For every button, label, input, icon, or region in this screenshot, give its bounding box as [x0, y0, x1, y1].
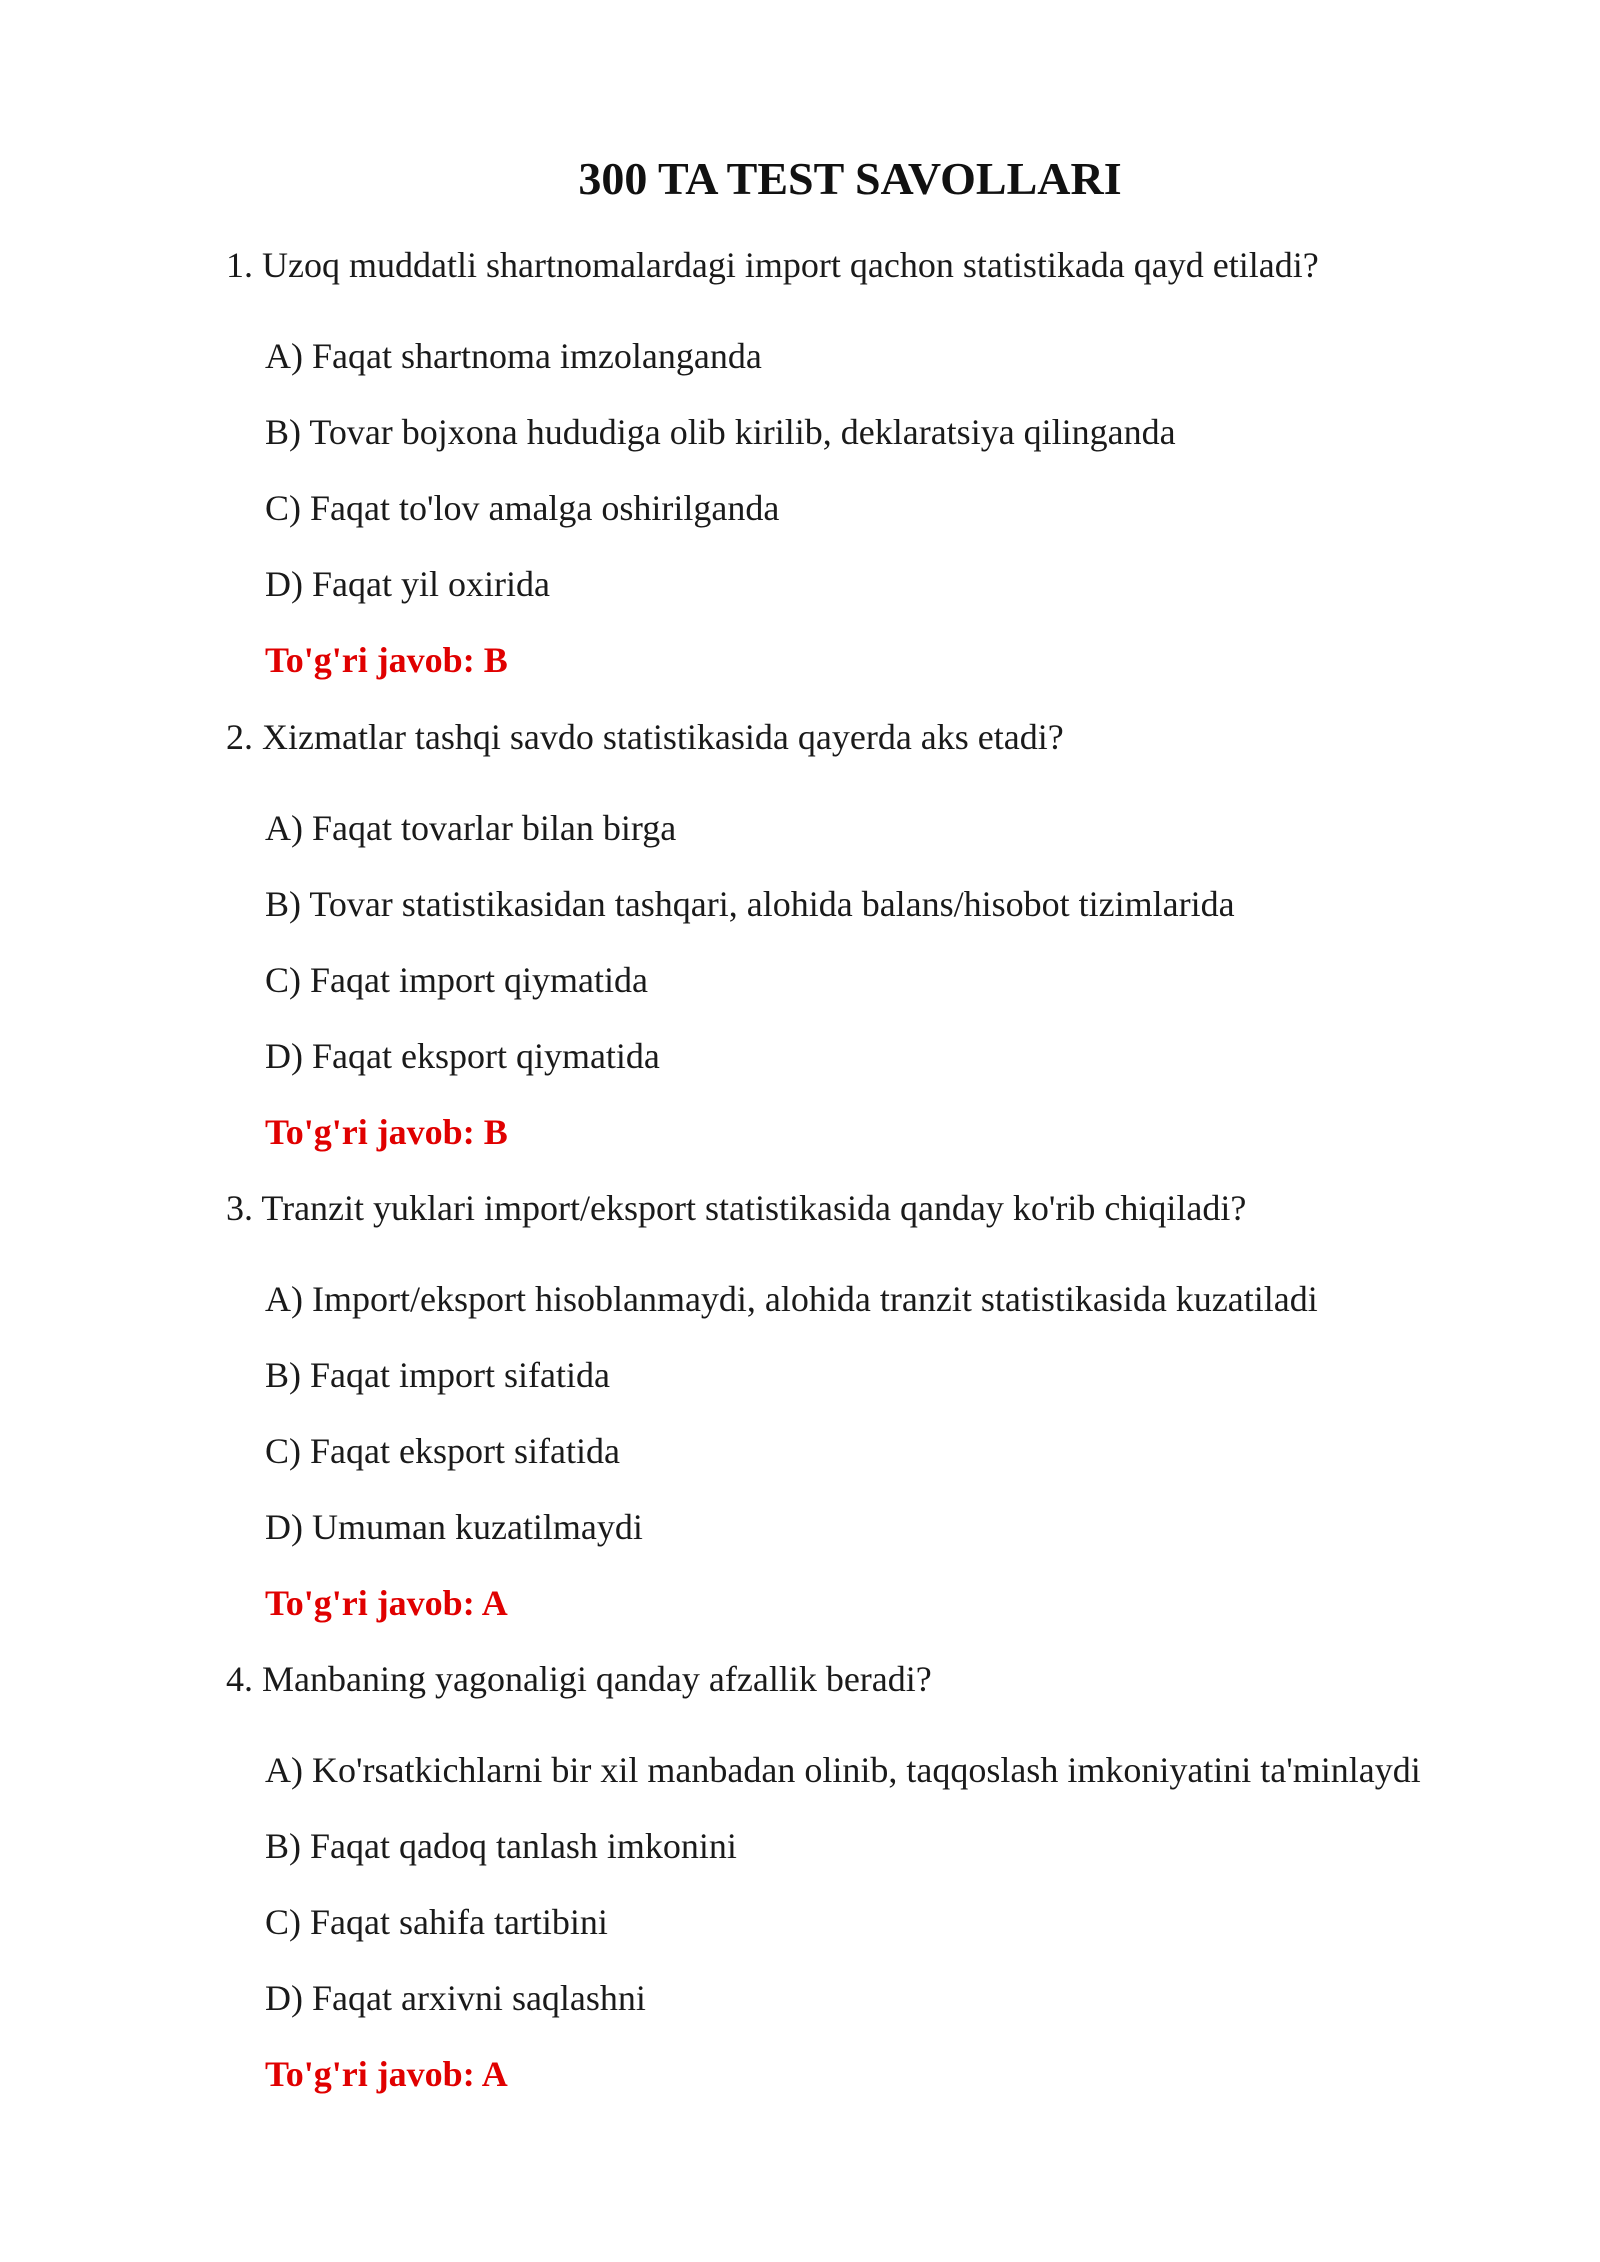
option-b: B) Faqat import sifatida [265, 1355, 610, 1395]
question-block-2 [0, 714, 1600, 1188]
question-text: 2. Xizmatlar tashqi savdo statistikasida qayerda aks etadi? [226, 717, 1064, 757]
option-a: A) Ko'rsatkichlarni bir xil manbadan olinib, taqqoslash imkoniyatini ta'minlaydi [265, 1750, 1421, 1790]
option-c: C) Faqat import qiymatida [265, 960, 648, 1000]
option-d: D) Faqat eksport qiymatida [265, 1036, 660, 1076]
option-a: A) Faqat tovarlar bilan birga [265, 808, 677, 848]
question-block-4 [0, 1656, 1600, 2130]
correct-answer: To'g'ri javob: B [265, 1112, 508, 1152]
page-title: 300 TA TEST SAVOLLARI [578, 153, 1122, 204]
option-d: D) Faqat arxivni saqlashni [265, 1978, 646, 2018]
option-a: A) Import/eksport hisoblanmaydi, alohida tranzit statistikasida kuzatiladi [265, 1279, 1318, 1319]
question-text: 1. Uzoq muddatli shartnomalardagi import qachon statistikada qayd etiladi? [226, 245, 1319, 285]
option-c: C) Faqat sahifa tartibini [265, 1902, 608, 1942]
option-b: B) Tovar bojxona hududiga olib kirilib, deklaratsiya qilinganda [265, 412, 1176, 452]
correct-answer: To'g'ri javob: A [265, 1583, 508, 1623]
option-d: D) Umuman kuzatilmaydi [265, 1507, 643, 1547]
option-c: C) Faqat eksport sifatida [265, 1431, 620, 1471]
question-text: 3. Tranzit yuklari import/eksport statistikasida qanday ko'rib chiqiladi? [226, 1188, 1247, 1228]
option-d: D) Faqat yil oxirida [265, 564, 550, 604]
question-block-3 [0, 1185, 1600, 1659]
option-a: A) Faqat shartnoma imzolanganda [265, 336, 762, 376]
option-b: B) Tovar statistikasidan tashqari, alohida balans/hisobot tizimlarida [265, 884, 1235, 924]
option-c: C) Faqat to'lov amalga oshirilganda [265, 488, 780, 528]
correct-answer: To'g'ri javob: B [265, 640, 508, 680]
option-b: B) Faqat qadoq tanlash imkonini [265, 1826, 737, 1866]
question-text: 4. Manbaning yagonaligi qanday afzallik beradi? [226, 1659, 932, 1699]
question-block-1 [0, 242, 1600, 716]
correct-answer: To'g'ri javob: A [265, 2054, 508, 2094]
